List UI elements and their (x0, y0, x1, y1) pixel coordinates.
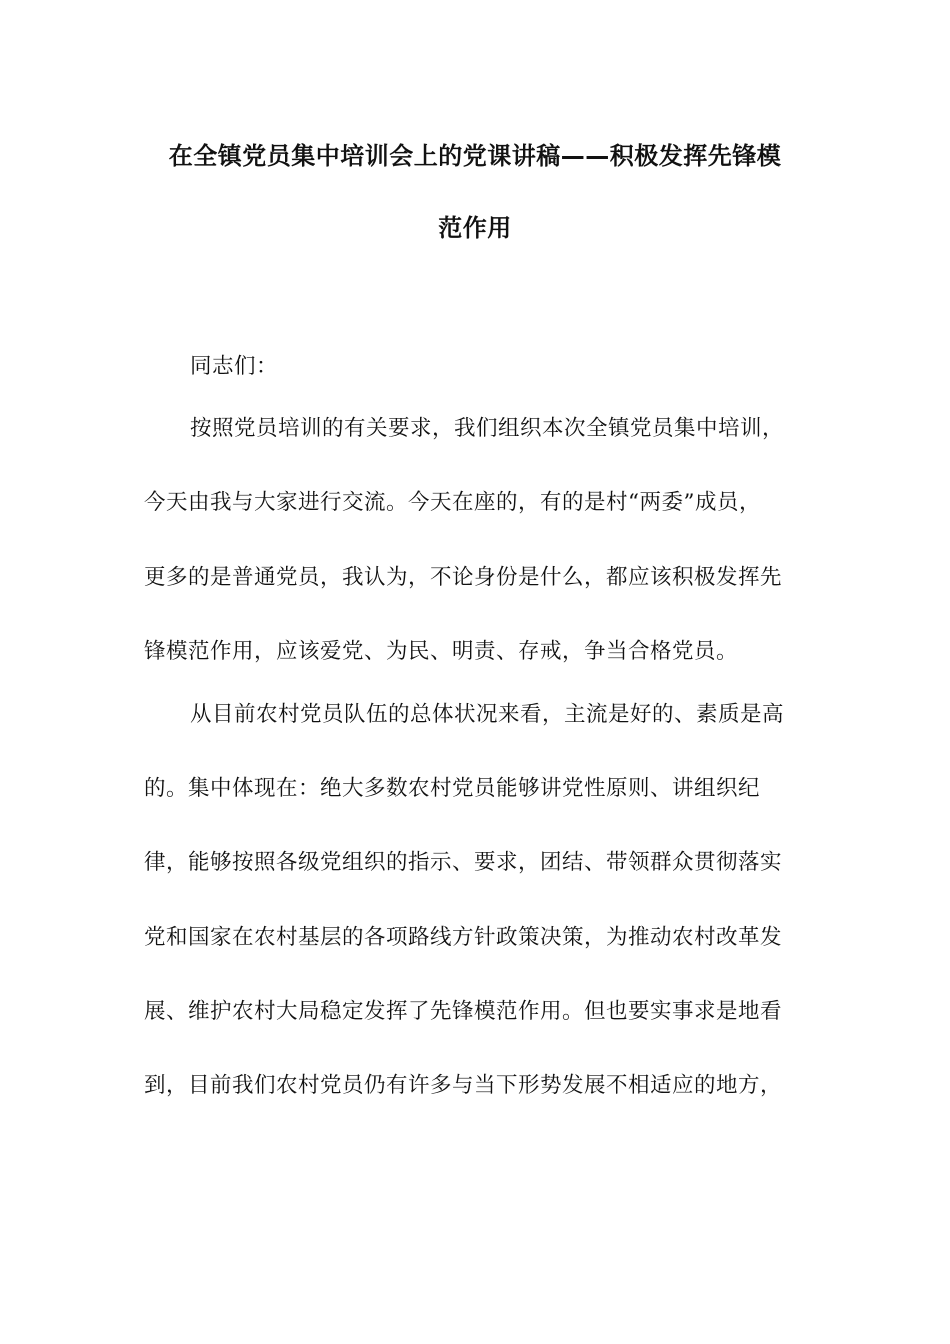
salutation: 同志们： (190, 354, 279, 379)
body-line-10: 到，目前我们农村党员仍有许多与当下形势发展不相适应的地方， (144, 1073, 783, 1098)
body-line-1: 按照党员培训的有关要求，我们组织本次全镇党员集中培训， (190, 416, 785, 441)
body-line-7: 律，能够按照各级党组织的指示、要求，团结、带领群众贯彻落实 (144, 850, 783, 875)
body-line-8: 党和国家在农村基层的各项路线方针政策决策，为推动农村改革发 (144, 925, 783, 950)
body-line-6: 的。集中体现在：绝大多数农村党员能够讲党性原则、讲组织纪 (144, 776, 761, 801)
body-line-2: 今天由我与大家进行交流。今天在座的，有的是村“两委”成员， (144, 490, 761, 515)
body-line-9: 展、维护农村大局稳定发挥了先锋模范作用。但也要实事求是地看 (144, 999, 783, 1024)
body-line-4: 锋模范作用，应该爱党、为民、明责、存戒，争当合格党员。 (144, 639, 739, 664)
body-line-3: 更多的是普通党员，我认为，不论身份是什么，都应该积极发挥先 (144, 565, 783, 590)
document-title-line-2: 范作用 (438, 214, 512, 242)
body-line-5: 从目前农村党员队伍的总体状况来看，主流是好的、素质是高 (190, 702, 785, 727)
document-title-line-1: 在全镇党员集中培训会上的党课讲稿——积极发挥先锋模 (168, 142, 782, 170)
